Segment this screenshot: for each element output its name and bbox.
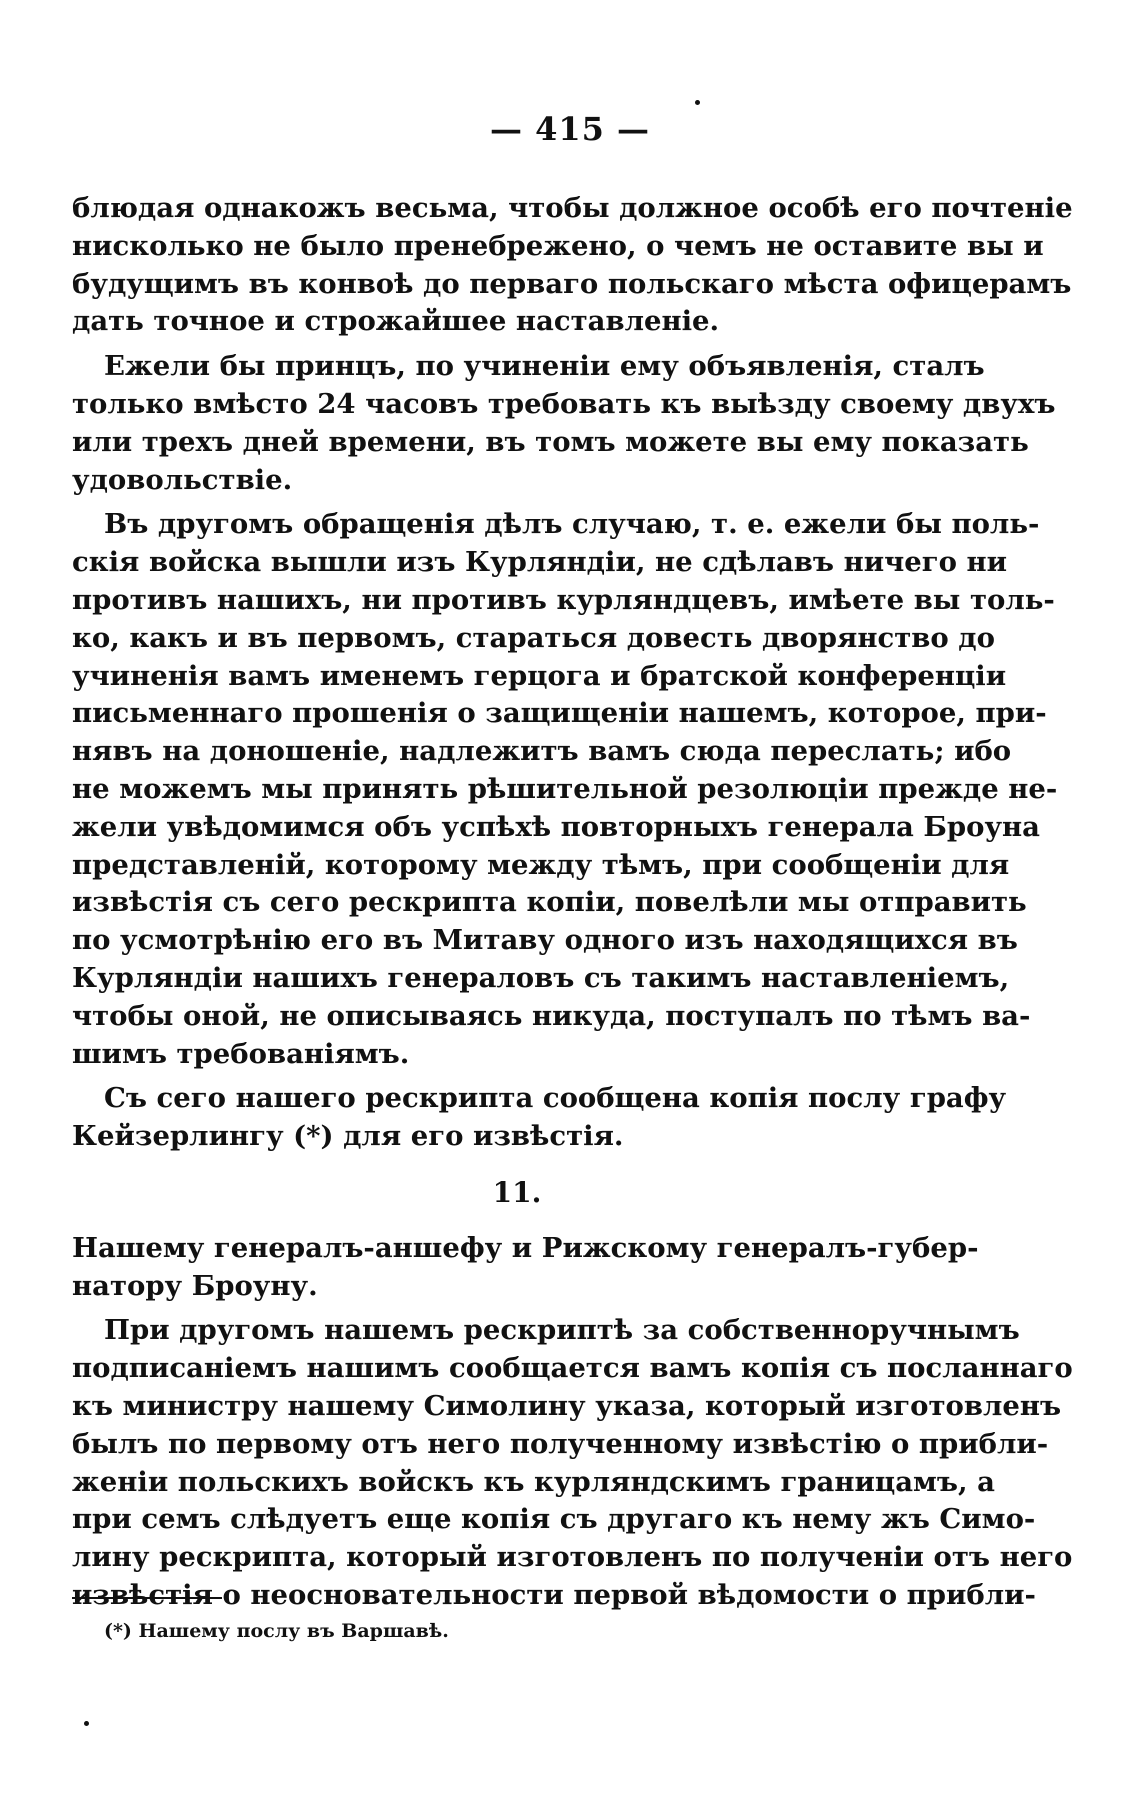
text-line: При другомъ нашемъ рескриптѣ за собственноручнымъ bbox=[104, 1314, 1020, 1347]
page-number: — 415 — bbox=[489, 110, 651, 148]
paragraph bbox=[72, 506, 1058, 1073]
text-line: къ министру нашему Симолину указа, который изготовленъ bbox=[72, 1389, 1062, 1422]
text-line: жели увѣдомимся объ успѣхѣ повторныхъ генерала Броуна bbox=[72, 810, 1040, 843]
text-line: Ежели бы принцъ, по учиненiи ему объявленiя, сталъ bbox=[104, 350, 985, 383]
text-line: ко, какъ и въ первомъ, стараться довесть дворянство до bbox=[72, 621, 995, 654]
text-line: блюдая однакожъ весьма, чтобы должное особѣ его почтенiе bbox=[72, 192, 1073, 224]
text-line: учиненiя вамъ именемъ герцога и братской конференцiи bbox=[72, 659, 1007, 692]
text-line: извѣстiя о неосновательности первой вѣдомости о прибли- bbox=[72, 1578, 1036, 1611]
text-line: будущимъ въ конвоѣ до перваго польскаго мѣста офицерамъ bbox=[72, 267, 1072, 300]
paragraph bbox=[72, 1312, 1073, 1614]
text-line: извѣстiя съ сего рескрипта копiи, повелѣли мы отправить bbox=[72, 886, 1027, 919]
text-line: Въ другомъ обращенiя дѣлъ случаю, т. е. ежели бы поль- bbox=[104, 508, 1040, 541]
text-line: скiя войска вышли изъ Курляндiи, не сдѣлавъ ничего ни bbox=[72, 546, 1008, 579]
text-line: лину рескрипта, который изготовленъ по полученiи отъ него bbox=[72, 1541, 1073, 1574]
text-line: Съ сего нашего рескрипта сообщена копiя послу графу bbox=[104, 1082, 1007, 1115]
text-line: Курляндiи нашихъ генераловъ съ такимъ наставленiемъ, bbox=[72, 961, 1010, 994]
text-line: женiи польскихъ войскъ къ курляндскимъ границамъ, а bbox=[72, 1465, 995, 1498]
text-line: противъ нашихъ, ни противъ курляндцевъ, имѣете вы толь- bbox=[72, 583, 1055, 616]
text-line: подписанiемъ нашимъ сообщается вамъ копiя съ посланнаго bbox=[72, 1352, 1073, 1385]
text-line: или трехъ дней времени, въ томъ можете вы ему показать bbox=[72, 425, 1029, 458]
text-line: письменнаго прошенiя о защищенiи нашемъ, которое, при- bbox=[72, 697, 1047, 730]
paragraph bbox=[72, 1080, 1007, 1156]
print-speck bbox=[84, 1721, 89, 1726]
footnote: (*) Нашему послу въ Варшавѣ. bbox=[104, 1620, 449, 1642]
section-number: 11. bbox=[492, 1175, 542, 1209]
text-line: былъ по первому отъ него полученному извѣстiю о прибли- bbox=[72, 1427, 1049, 1460]
text-line: чтобы оной, не описываясь никуда, поступалъ по тѣмъ ва- bbox=[72, 999, 1031, 1032]
text-line: нисколько не было пренебрежено, о чемъ не оставите вы и bbox=[72, 229, 1044, 262]
paragraph bbox=[72, 348, 1056, 499]
text-line: при семъ слѣдуетъ еще копiя съ другаго къ нему жъ Симо- bbox=[72, 1503, 1036, 1536]
paragraph bbox=[72, 190, 1073, 341]
text-line: шимъ требованiямъ. bbox=[72, 1037, 410, 1070]
text-line: дать точное и строжайшее наставленiе. bbox=[72, 305, 720, 338]
text-line: только вмѣсто 24 часовъ требовать къ выѣзду своему двухъ bbox=[72, 387, 1056, 420]
text-line: Нашему генералъ-аншефу и Рижскому генералъ-губер- bbox=[72, 1231, 979, 1264]
text-line: натору Броуну. bbox=[72, 1269, 318, 1302]
print-speck bbox=[695, 100, 700, 105]
text-line: Кейзерлингу (*) для его извѣстiя. bbox=[72, 1120, 624, 1153]
text-line: представленiй, которому между тѣмъ, при сообщенiи для bbox=[72, 848, 1010, 881]
footnote-rule bbox=[72, 1597, 222, 1599]
address-heading bbox=[72, 1230, 979, 1306]
text-line: нявъ на доношенiе, надлежитъ вамъ сюда переслать; ибо bbox=[72, 735, 1012, 768]
text-line: по усмотрѣнiю его въ Митаву одного изъ находящихся въ bbox=[72, 924, 1018, 957]
text-line: не можемъ мы принять рѣшительной резолюцiи прежде не- bbox=[72, 772, 1058, 805]
body-text bbox=[72, 190, 1073, 1615]
text-line: удовольствiе. bbox=[72, 463, 293, 496]
